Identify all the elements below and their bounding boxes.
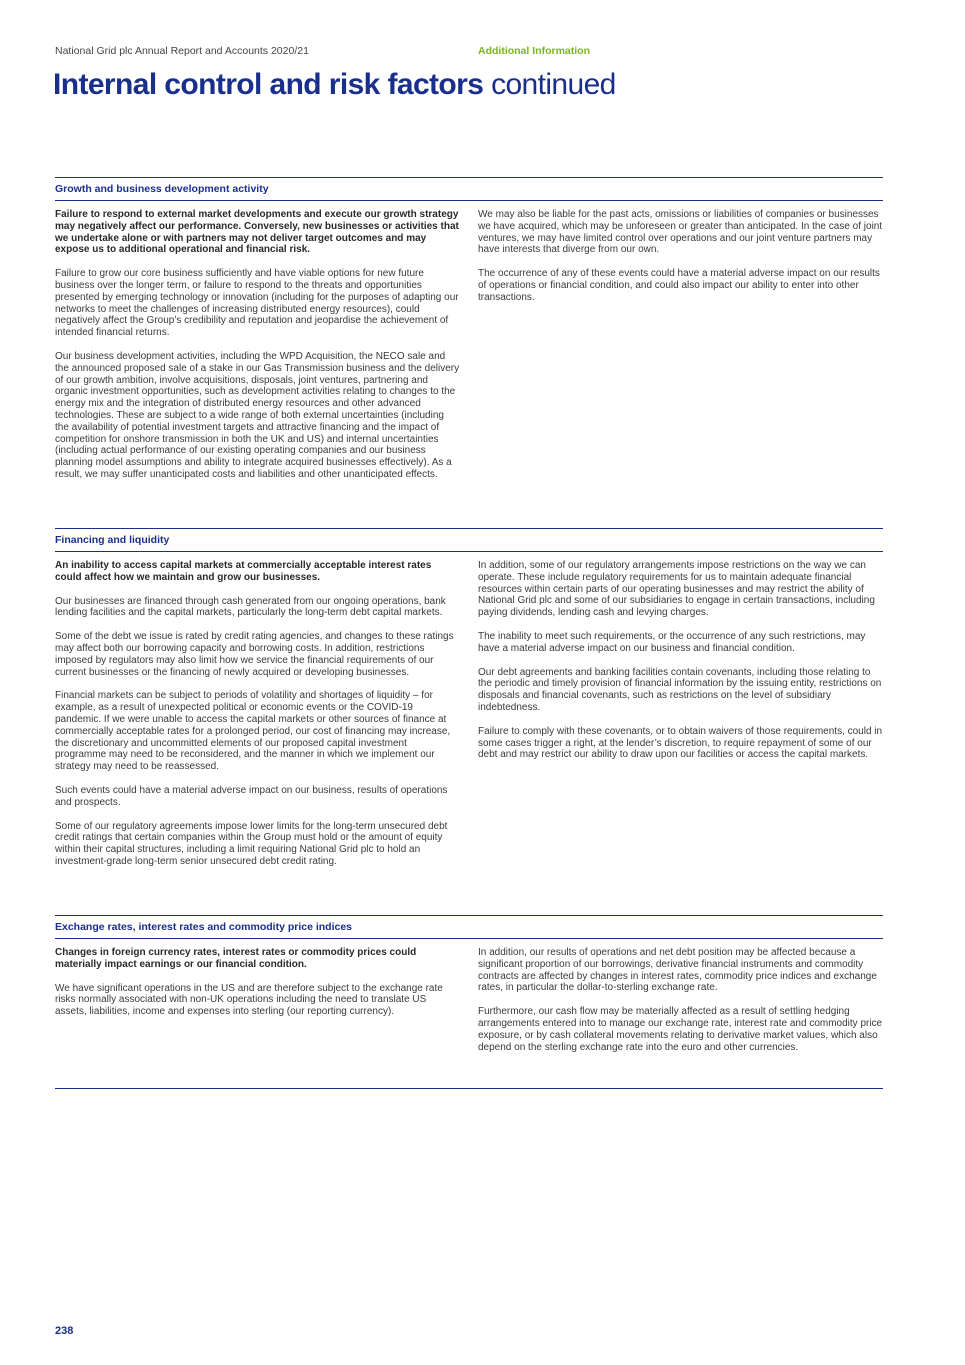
paragraph: Such events could have a material adverse impact on our business, results of operations and prospects. (55, 784, 448, 808)
paragraph: The occurrence of any of these events could have a material adverse impact on our results of operations or financial condition, and could also impact our ability to enter into other transactions. (478, 268, 880, 303)
section-end-rule (55, 1088, 883, 1089)
lead-paragraph: Failure to respond to external market developments and execute our growth strategy may negatively affect our performance. Conversely, new businesses or activities that we undertake alone or with partners may not deliver target outcomes and may expose us to additional operational and financial risk. (55, 209, 459, 256)
report-title: National Grid plc Annual Report and Accounts 2020/21 (55, 45, 309, 57)
right-column (478, 947, 883, 1065)
lead-paragraph: An inability to access capital markets at commercially acceptable interest rates could affect how we maintain and grow our businesses. (55, 560, 432, 583)
page-number: 238 (55, 1325, 74, 1337)
paragraph: Some of our regulatory agreements impose lower limits for the long-term unsecured debt credit ratings that certain companies within the Group must hold or the amount of equity within their capital structures, including a limit requiring National Grid plc to hold an investment-grade long-term senior unsecured debt credit rating. (55, 820, 448, 867)
left-column (55, 209, 460, 493)
paragraph: Financial markets can be subject to periods of volatility and shortages of liquidity – for example, as a result of unexpected political or economic events or the COVID-19 pandemic. If we were unable to access the capital markets or other sources of finance at commercially acceptable rates for a prolonged period, our cost of financing may increase, the discretionary and uncommitted elements of our proposed capital investment programme may need to be reconsidered, and the manner in which we implement our strategy may need to be reassessed. (55, 690, 451, 773)
section-exchange-rates (55, 915, 883, 1065)
left-column (55, 560, 460, 880)
section-label[interactable]: Additional Information (478, 45, 590, 57)
page-title-main: Internal control and risk factors (53, 68, 484, 101)
section-heading: Exchange rates, interest rates and commodity price indices (55, 915, 883, 939)
paragraph: Failure to grow our core business sufficiently and have viable options for new future business over the longer term, or failure to respond to the threats and opportunities presented by emerging technology or innovation (including for the purposes of adapting our networks to meet the challenges of increasing distributed energy resources), could negatively affect the Group’s credibility and reputation and jeopardise the achievement of intended financial returns. (55, 268, 459, 339)
page-title (53, 68, 616, 102)
section-growth (55, 177, 883, 493)
section-heading: Financing and liquidity (55, 528, 883, 552)
left-column (55, 947, 460, 1065)
paragraph: The inability to meet such requirements, or the occurrence of any such restrictions, may have a material adverse impact on our business and financial condition. (478, 630, 866, 654)
right-column (478, 209, 883, 493)
page-title-continued: continued (491, 68, 616, 101)
paragraph: Our business development activities, including the WPD Acquisition, the NECO sale and the announced proposed sale of a stake in our Gas Transmission business and the delivery of our growth ambition, involve acquisitions, disposals, joint ventures, partnering and organic investment opportunities, such as development activities relating to changes to the energy mix and the integration of distributed energy resources and other advanced technologies. These are subject to a wide range of both external uncertainties (including the availability of potential investment targets and attractive financing and the impact of competition for onshore transmission in both the UK and US) and internal uncertainties (including actual performance of our existing operating companies and our business planning model assumptions and ability to integrate acquired businesses effectively). As a result, we may suffer unanticipated costs and liabilities and other unanticipated effects. (55, 350, 460, 480)
paragraph: Furthermore, our cash flow may be materially affected as a result of settling hedging arrangements entered into to manage our exchange rate, interest rate and commodity price exposure, or by cash collateral movements relating to derivative market values, which also depend on the sterling exchange rate into the euro and other currencies. (478, 1006, 883, 1053)
paragraph: In addition, some of our regulatory arrangements impose restrictions on the way we can operate. These include regulatory requirements for us to maintain adequate financial resources within certain parts of our operating businesses and may restrict the ability of National Grid plc and some of our subsidiaries to engage in certain transactions, including paying dividends, lending cash and levying charges. (478, 560, 875, 619)
lead-paragraph: Changes in foreign currency rates, interest rates or commodity prices could materially impact earnings or our financial condition. (55, 947, 417, 970)
right-column (478, 560, 883, 880)
paragraph: In addition, our results of operations and net debt position may be affected because a significant proportion of our borrowings, derivative financial instruments and commodity contracts are affected by changes in interest rates, commodity price indices and exchange rates, in particular the dollar-to-sterling exchange rate. (478, 947, 877, 994)
section-financing (55, 528, 883, 880)
section-heading: Growth and business development activity (55, 177, 883, 201)
paragraph: Some of the debt we issue is rated by credit rating agencies, and changes to these ratings may affect both our borrowing capacity and borrowing costs. In addition, restrictions imposed by regulators may also limit how we service the financial requirements of our current businesses or the financing of newly acquired or developing businesses. (55, 631, 454, 678)
paragraph: We have significant operations in the US and are therefore subject to the exchange rate risks normally associated with non-UK operations including the need to translate US assets, liabilities, income and expenses into sterling (our reporting currency). (55, 982, 443, 1018)
paragraph: Failure to comply with these covenants, or to obtain waivers of those requirements, could in some cases trigger a right, at the lender’s discretion, to require repayment of some of our debt and may restrict our ability to draw upon our facilities or access the capital markets. (478, 725, 883, 761)
paragraph: Our debt agreements and banking facilities contain covenants, including those relating to the periodic and timely provision of financial information by the issuing entity, restrictions on disposals and financial covenants, such as restrictions on the level of subsidiary indebtedness. (478, 666, 882, 713)
paragraph: Our businesses are financed through cash generated from our ongoing operations, bank lending facilities and the capital markets, particularly the long-term debt capital markets. (55, 595, 446, 619)
paragraph: We may also be liable for the past acts, omissions or liabilities of companies or businesses we have acquired, which may be unforeseen or greater than anticipated. In the case of joint ventures, we may have limited control over operations and our joint venture partners may have interests that diverge from our own. (478, 209, 883, 256)
